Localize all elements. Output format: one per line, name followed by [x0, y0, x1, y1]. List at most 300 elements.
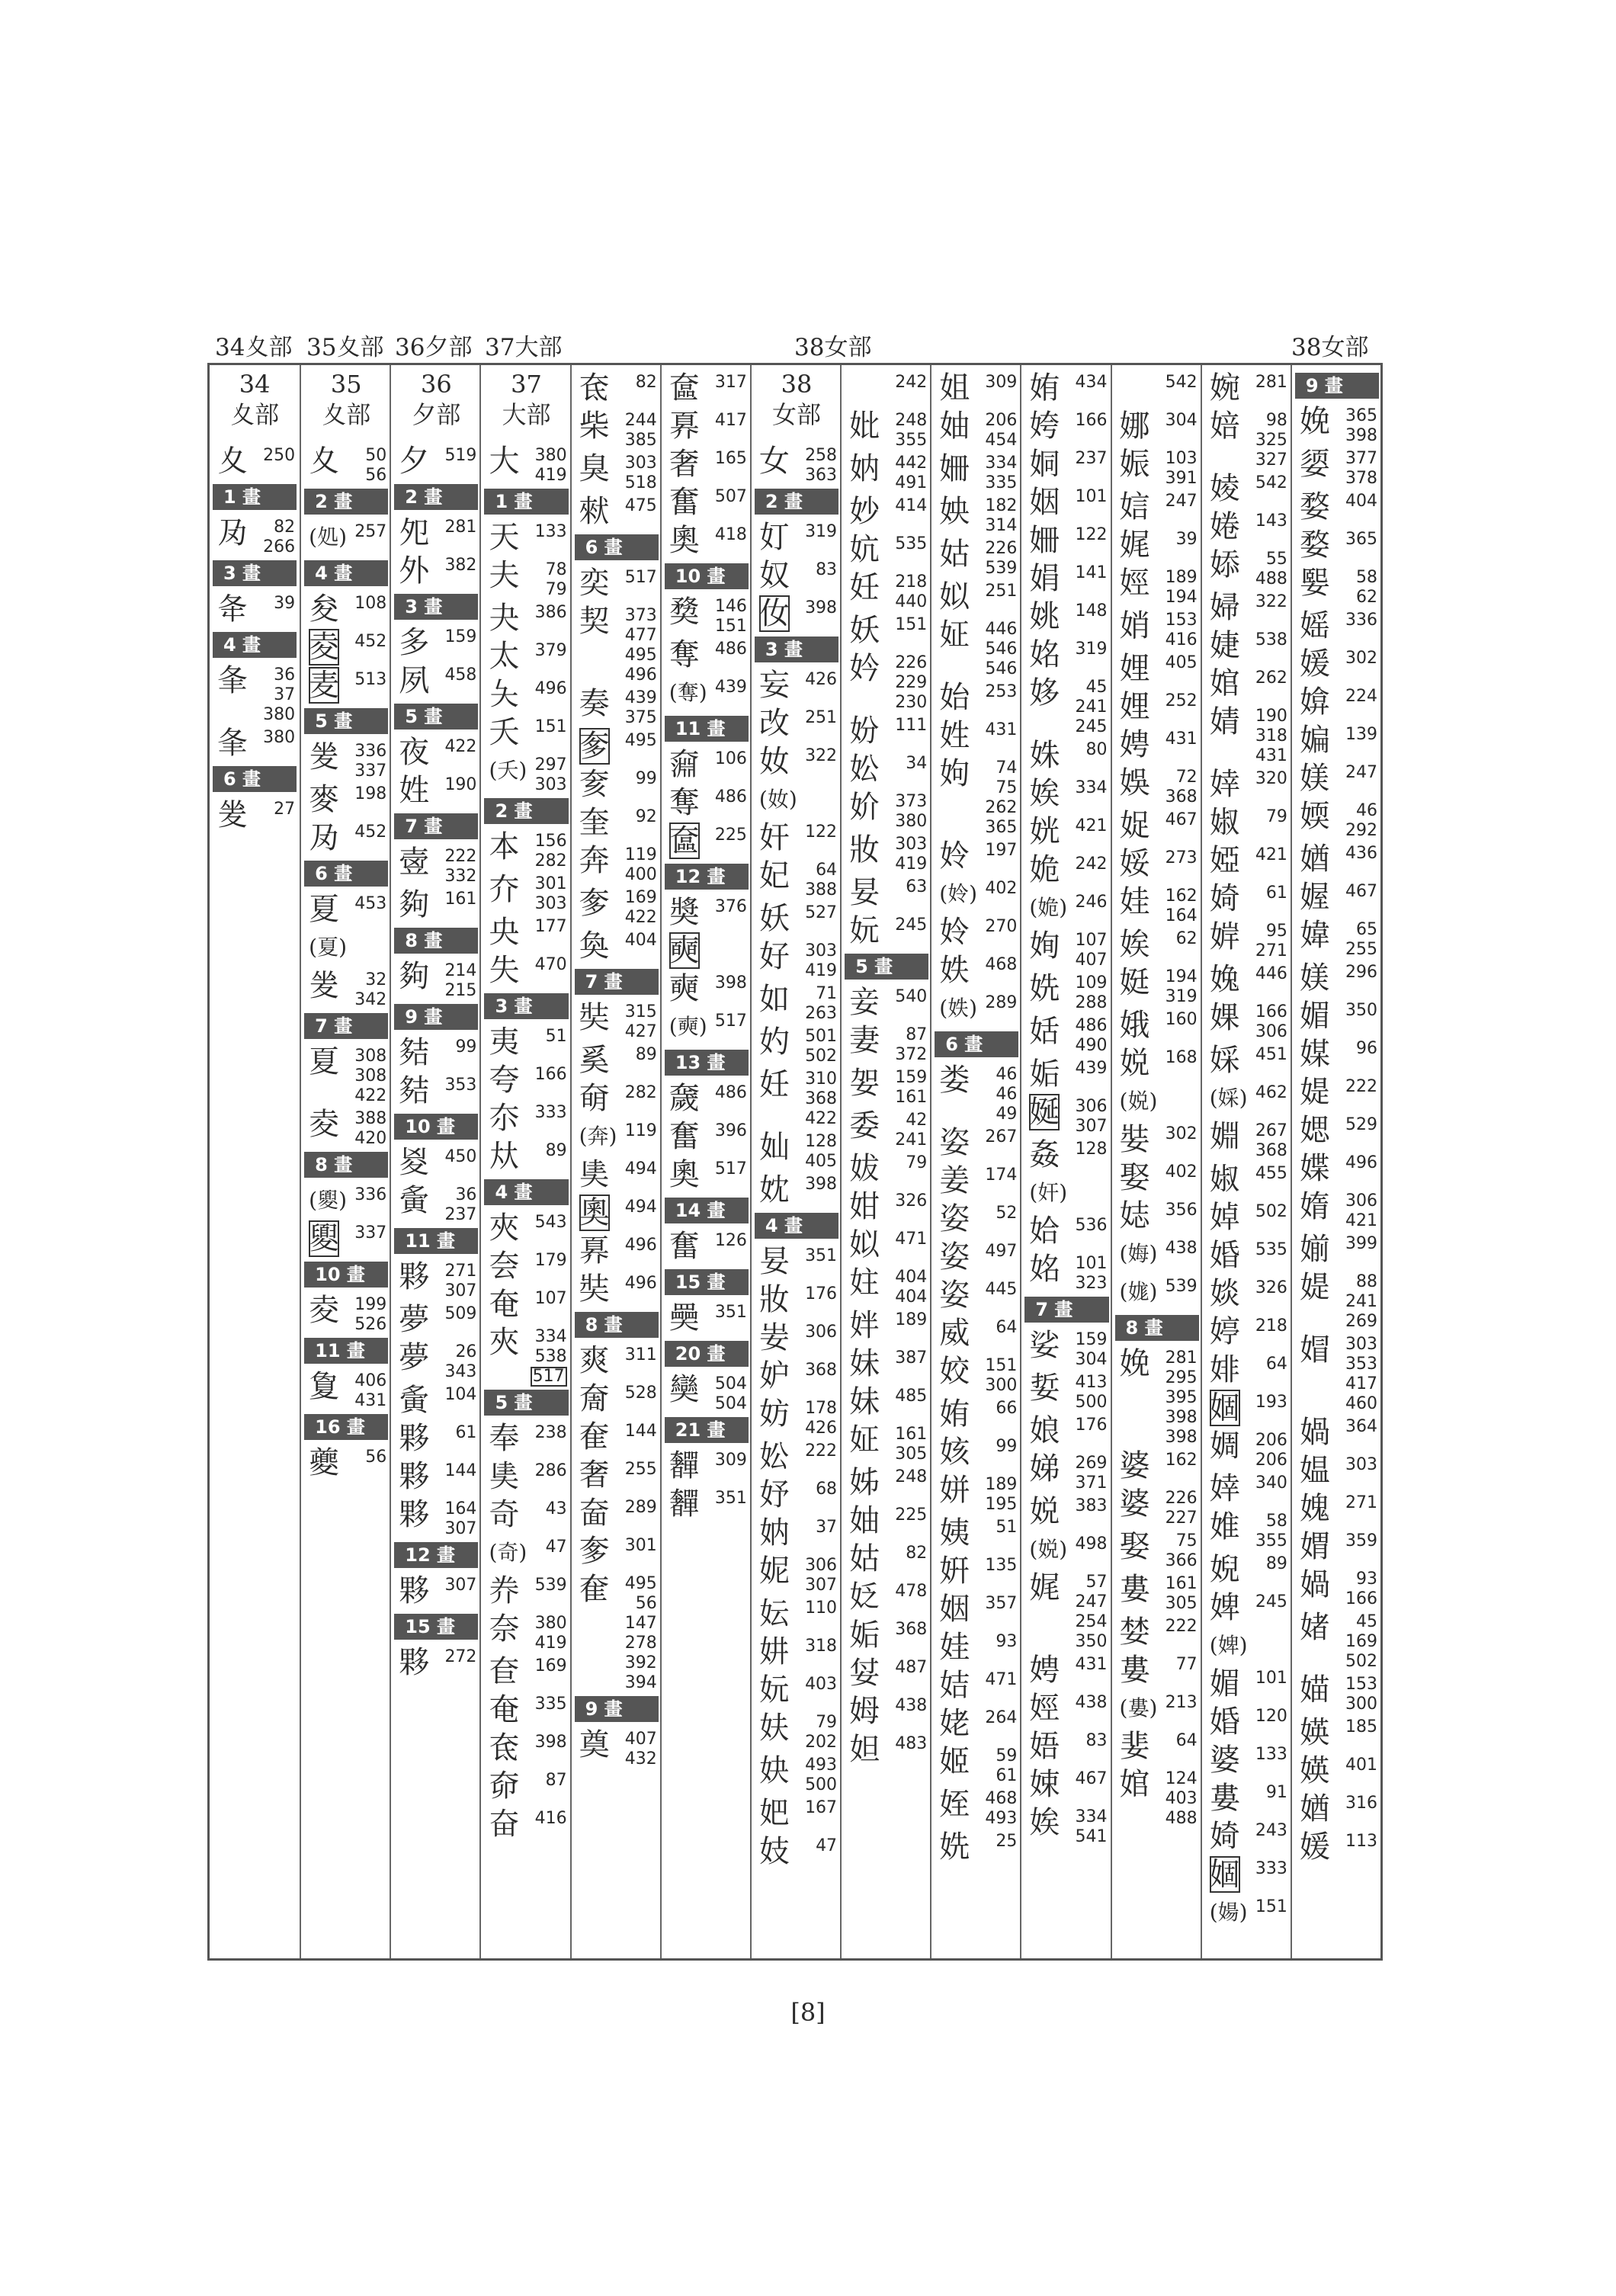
character-entry [669, 484, 747, 522]
character-entry [1210, 1118, 1287, 1161]
character-glyph: 婷 [1209, 1314, 1240, 1349]
page-reference: 189 [895, 1310, 928, 1329]
page-reference: 252 [1165, 691, 1198, 710]
page-reference: 237 [444, 1205, 477, 1224]
character-entry [1029, 970, 1107, 1013]
character-entry [759, 1833, 837, 1871]
page-reference: 222 [1345, 1077, 1377, 1096]
character-entry [759, 1710, 837, 1752]
character-entry [759, 1477, 837, 1515]
page-reference: 202 [805, 1733, 838, 1752]
page-reference: 439 [624, 688, 657, 707]
header-label: 36夕部 [395, 334, 473, 361]
page-reference: 325 [1255, 431, 1287, 450]
page-reference: 199 [354, 1295, 387, 1314]
character-entry [849, 1464, 927, 1502]
page-reference: 419 [534, 1634, 567, 1653]
character-entry [399, 1420, 476, 1458]
character-entry [1120, 527, 1198, 565]
character-entry [489, 1062, 566, 1100]
character-entry [759, 1172, 837, 1210]
character-glyph: 奓 [579, 1534, 610, 1569]
character-glyph: 婪 [1119, 1615, 1150, 1650]
character-entry [579, 1533, 657, 1571]
character-entry [579, 1495, 657, 1533]
character-entry [489, 1248, 566, 1286]
page-reference: 542 [1165, 373, 1198, 392]
character-glyph: 媤 [1299, 1113, 1330, 1148]
page-reference: 335 [534, 1695, 567, 1714]
character-glyph: 夾 [489, 1211, 520, 1246]
character-entry [399, 1182, 476, 1225]
page-reference: 355 [1255, 1531, 1287, 1550]
page-reference: 460 [1345, 1394, 1377, 1413]
character-entry [849, 1731, 927, 1769]
page-reference: 189 [985, 1475, 1018, 1494]
character-entry [1120, 1274, 1198, 1312]
character-entry [1029, 890, 1107, 928]
page-reference: 509 [444, 1304, 477, 1323]
page-reference: 422 [354, 1086, 387, 1105]
page-reference: 351 [714, 1303, 747, 1322]
stroke-count-bar: 2 畫 [484, 798, 568, 824]
page-reference: 517 [624, 568, 657, 587]
character-entry [939, 1667, 1017, 1705]
character-glyph: (婸) [1209, 1900, 1248, 1925]
page-reference: 302 [1345, 649, 1377, 668]
character-glyph: 夏 [309, 1044, 340, 1079]
character-glyph: 娎 [1029, 1371, 1060, 1406]
character-glyph: 夔 [309, 1445, 340, 1480]
stroke-count-bar: 11 畫 [665, 716, 749, 742]
stroke-count-bar: 10 畫 [394, 1114, 478, 1140]
stroke-count-bar: 9 畫 [394, 1004, 478, 1030]
radical-name: 女部 [771, 400, 821, 429]
page-reference: 368 [895, 1620, 928, 1639]
character-glyph: 奊 [489, 1459, 520, 1494]
character-entry [1120, 1045, 1198, 1083]
page-reference: 488 [1165, 1809, 1198, 1828]
character-glyph: 奚 [579, 1043, 610, 1078]
character-entry [849, 1502, 927, 1541]
character-glyph: 姛 [1029, 447, 1060, 482]
character-entry [1029, 1056, 1107, 1094]
character-entry [1029, 775, 1107, 813]
page-reference: 438 [1075, 1693, 1108, 1712]
character-glyph: 奅 [489, 1768, 520, 1804]
page-reference: 46 [996, 1085, 1018, 1104]
character-entry [309, 1106, 386, 1149]
character-glyph: 姦 [1029, 1137, 1060, 1172]
page-reference: 431 [985, 720, 1018, 739]
page-reference: 368 [1165, 787, 1198, 806]
character-entry [1300, 646, 1377, 684]
page-reference: 167 [805, 1798, 838, 1817]
page-reference: 501 [805, 1027, 838, 1046]
character-entry [579, 1342, 657, 1380]
stroke-count-bar: 3 畫 [755, 637, 838, 662]
character-glyph: 契 [579, 604, 610, 639]
character-entry [759, 819, 837, 858]
page-reference: 269 [1075, 1454, 1108, 1473]
character-glyph: 媱 [1299, 608, 1330, 643]
character-glyph: 婒 [1209, 1276, 1240, 1311]
page-reference: 378 [1345, 469, 1377, 488]
page-reference: 124 [1165, 1769, 1198, 1788]
character-glyph: 媦 [1299, 1529, 1330, 1564]
character-glyph: 姍 [939, 451, 970, 486]
character-entry [1029, 408, 1107, 446]
header-label: 34夊部 [215, 334, 293, 361]
page-reference: 380 [263, 705, 296, 724]
character-glyph: 夅 [217, 592, 248, 627]
header-label: 38女部 [794, 334, 872, 361]
character-entry [1210, 842, 1287, 880]
page-reference: 500 [1075, 1393, 1108, 1412]
character-glyph: 媥 [1299, 723, 1330, 758]
header-label: 37大部 [485, 334, 563, 361]
page-reference: 487 [895, 1658, 928, 1677]
page-reference: 529 [1345, 1115, 1377, 1134]
stroke-count-bar: 9 畫 [575, 1696, 659, 1722]
stroke-count-bar: 7 畫 [394, 813, 478, 839]
stroke-count-bar: 2 畫 [304, 489, 388, 515]
page-reference: 278 [624, 1634, 657, 1653]
page-reference: 297 [534, 755, 567, 774]
stroke-count-bar: 16 畫 [304, 1414, 388, 1440]
character-entry [489, 871, 566, 914]
page-reference: 266 [263, 537, 296, 556]
page-reference: 222 [1165, 1617, 1198, 1636]
page-reference: 250 [263, 446, 296, 465]
character-entry [1210, 370, 1287, 408]
character-glyph: 姿 [939, 1201, 970, 1236]
radical-number: 35 [330, 370, 362, 399]
index-column [1111, 365, 1202, 1958]
character-glyph: 夎 [309, 968, 340, 1003]
character-glyph: 妐 [758, 1439, 790, 1474]
page-reference: 334 [985, 454, 1018, 473]
character-entry [309, 667, 386, 705]
character-glyph: 娤 [1119, 1122, 1150, 1157]
page-reference: 194 [1165, 588, 1198, 607]
page-reference: 75 [996, 778, 1018, 797]
page-reference: 62 [1355, 588, 1377, 607]
character-entry [849, 451, 927, 493]
character-entry [1120, 370, 1198, 408]
character-glyph: 婚 [1209, 1704, 1240, 1740]
page-reference: 333 [534, 1103, 567, 1122]
character-entry [669, 675, 747, 713]
character-entry [579, 1457, 657, 1495]
character-glyph: 婈 [1209, 471, 1240, 506]
character-glyph: 娫 [1029, 1095, 1060, 1130]
character-entry [849, 1422, 927, 1464]
page-reference: 47 [545, 1538, 567, 1557]
character-glyph: (娒) [1119, 1241, 1158, 1266]
character-entry [939, 838, 1017, 876]
page-reference: 247 [1075, 1592, 1108, 1611]
character-glyph: 奭 [669, 933, 700, 968]
character-glyph: (婢) [1209, 1633, 1248, 1658]
character-glyph: 姓 [939, 718, 970, 753]
page-reference: 398 [534, 1733, 567, 1752]
page-reference: 359 [1345, 1531, 1377, 1550]
character-entry [309, 1220, 386, 1259]
page-reference: 71 [816, 984, 838, 1003]
page-reference: 301 [534, 874, 567, 893]
character-entry [1210, 1780, 1287, 1818]
character-glyph: 媞 [1299, 1075, 1330, 1110]
character-glyph: 妹 [849, 1384, 880, 1419]
character-glyph: 姿 [939, 1125, 970, 1160]
character-glyph: 姸 [939, 1554, 970, 1589]
page-reference: 242 [1075, 855, 1108, 874]
character-entry [759, 1752, 837, 1795]
character-entry [399, 1382, 476, 1420]
page-reference: 486 [714, 787, 747, 806]
page-reference: 405 [1165, 653, 1198, 672]
character-glyph: 妉 [758, 1172, 790, 1207]
character-entry [1300, 960, 1377, 998]
page-reference: 272 [444, 1647, 477, 1666]
page-reference: 264 [985, 1708, 1018, 1727]
character-glyph: 妻 [849, 1023, 880, 1058]
page-reference: 491 [895, 473, 928, 492]
character-entry [489, 638, 566, 676]
character-entry [1120, 883, 1198, 926]
character-glyph: 婞 [1209, 767, 1240, 802]
character-entry [1210, 665, 1287, 704]
character-glyph: 婁 [1119, 1653, 1150, 1688]
character-entry [489, 1611, 566, 1653]
character-entry [309, 629, 386, 667]
character-glyph: 娭 [1029, 776, 1060, 811]
stroke-count-bar: 6 畫 [575, 534, 659, 560]
page-reference: 546 [985, 659, 1018, 678]
character-entry [1210, 1042, 1287, 1080]
page-reference: 68 [816, 1480, 838, 1499]
page-reference: 404 [1345, 492, 1377, 511]
character-glyph: 奄 [489, 1692, 520, 1727]
character-entry [579, 1380, 657, 1419]
character-glyph: 奫 [669, 747, 700, 782]
character-entry [1210, 999, 1287, 1042]
character-glyph: 媛 [1299, 1829, 1330, 1865]
page-reference: 317 [714, 373, 747, 392]
page-reference: 151 [985, 1356, 1018, 1375]
page-reference: 527 [805, 903, 838, 922]
character-entry [1029, 737, 1107, 775]
page-reference: 350 [1345, 1001, 1377, 1020]
character-entry [759, 981, 837, 1024]
character-glyph: (婁) [1119, 1695, 1158, 1720]
character-entry [669, 823, 747, 861]
page-reference: 403 [805, 1675, 838, 1694]
page-reference: 87 [545, 1771, 567, 1790]
character-entry [309, 1182, 386, 1220]
character-entry [849, 569, 927, 612]
page-reference: 238 [534, 1423, 567, 1442]
character-glyph: 姓 [399, 773, 430, 808]
page-reference: 462 [1255, 1083, 1287, 1102]
character-entry [939, 579, 1017, 617]
page-reference: 169 [1345, 1632, 1377, 1651]
character-glyph: 妝 [849, 832, 880, 867]
page-reference: 494 [624, 1159, 657, 1178]
index-column [1291, 365, 1382, 1958]
page-reference: 128 [1075, 1140, 1108, 1159]
character-glyph: 娠 [1119, 447, 1150, 482]
character-glyph: 奮 [669, 485, 700, 520]
page-reference: 467 [1345, 882, 1377, 901]
page-reference: 251 [985, 582, 1018, 601]
character-glyph: 奉 [489, 1421, 520, 1456]
page-reference: 309 [985, 373, 1018, 392]
character-glyph: 娑 [1029, 1328, 1060, 1363]
page-reference: 431 [354, 1391, 387, 1410]
character-glyph: 姰 [1029, 928, 1060, 964]
page-reference: 333 [1255, 1859, 1287, 1878]
page-reference: 190 [1255, 707, 1287, 726]
page-reference: 496 [624, 1274, 657, 1293]
character-glyph: 妤 [758, 1477, 790, 1512]
character-glyph: 婌 [1209, 1162, 1240, 1197]
character-entry [1210, 508, 1287, 547]
page-reference: 315 [624, 1002, 657, 1021]
page-reference: 334 [1075, 778, 1108, 797]
character-glyph: 姅 [849, 1308, 880, 1343]
character-glyph: 姨 [939, 1515, 970, 1550]
character-glyph: 夌 [309, 1293, 340, 1328]
character-glyph: 夕 [399, 444, 430, 479]
page-reference: 37 [816, 1518, 838, 1537]
page-reference: 502 [1345, 1652, 1377, 1671]
character-glyph: 奃 [579, 370, 610, 406]
character-entry [579, 493, 657, 531]
character-entry [1210, 1551, 1287, 1589]
stroke-count-bar: 5 畫 [304, 708, 388, 734]
character-glyph: 婐 [1209, 1000, 1240, 1035]
page-reference: 303 [895, 835, 928, 854]
index-column [479, 365, 571, 1958]
character-glyph: 奏 [579, 686, 610, 721]
page-reference: 109 [1075, 973, 1108, 992]
character-entry [669, 1486, 747, 1524]
page-reference: 446 [1255, 964, 1287, 983]
page-reference: 193 [1255, 1393, 1287, 1412]
page-reference: 222 [444, 847, 477, 866]
character-entry [939, 1396, 1017, 1434]
character-glyph: 委 [849, 1108, 880, 1143]
page-reference: 99 [455, 1037, 477, 1057]
page-reference: 454 [985, 431, 1018, 450]
index-column [1201, 365, 1292, 1958]
character-glyph: 妛 [758, 1320, 790, 1355]
page-reference: 198 [354, 784, 387, 803]
page-reference: 82 [906, 1544, 928, 1563]
character-entry [759, 1515, 837, 1553]
page-reference: 375 [624, 708, 657, 727]
character-entry [489, 714, 566, 752]
character-entry [849, 1693, 927, 1731]
character-entry [1210, 1856, 1287, 1894]
character-entry [669, 970, 747, 1009]
character-glyph: 夙 [399, 663, 430, 698]
character-glyph: 多 [399, 625, 430, 660]
character-glyph: 奧 [669, 523, 700, 558]
character-entry [1120, 1345, 1198, 1448]
character-entry [1120, 1448, 1198, 1486]
character-glyph: 姁 [939, 756, 970, 791]
character-entry [849, 1345, 927, 1384]
page-reference: 496 [534, 679, 567, 698]
character-entry [759, 1129, 837, 1172]
page-reference: 467 [1075, 1769, 1108, 1788]
character-entry [1210, 919, 1287, 961]
page-reference: 446 [985, 620, 1018, 639]
character-glyph: 妖 [849, 613, 880, 648]
boxed-page-reference: 517 [531, 1367, 567, 1387]
page-reference: 438 [1165, 1239, 1198, 1258]
page-reference: 159 [444, 627, 477, 646]
page-reference: 342 [354, 990, 387, 1009]
page-reference: 46 [996, 1065, 1018, 1084]
character-glyph: 婆 [1209, 1743, 1240, 1778]
character-entry [1300, 527, 1377, 565]
page-reference: 500 [805, 1775, 838, 1794]
character-glyph: 妒 [758, 1358, 790, 1393]
character-glyph: 央 [489, 915, 520, 950]
character-entry [759, 1634, 837, 1672]
page-reference: 37 [274, 685, 296, 704]
character-glyph: 姣 [939, 1354, 970, 1389]
stroke-count-bar: 12 畫 [394, 1542, 478, 1568]
character-glyph: 婢 [1209, 1590, 1240, 1625]
character-glyph: (奔) [579, 1124, 617, 1149]
page-reference: 439 [714, 678, 747, 697]
character-entry [489, 1286, 566, 1324]
character-glyph: 姈 [939, 839, 970, 874]
character-entry [939, 1553, 1017, 1591]
character-entry [489, 557, 566, 600]
page-reference: 402 [985, 879, 1018, 898]
character-entry [399, 734, 476, 772]
page-reference: 368 [1255, 1141, 1287, 1160]
page-reference: 161 [895, 1088, 928, 1107]
page-reference: 391 [1165, 469, 1198, 488]
character-glyph: 夥 [399, 1459, 430, 1494]
character-glyph: 夽 [489, 1249, 520, 1284]
character-glyph: 媄 [1299, 960, 1330, 996]
character-glyph: 婓 [1119, 1729, 1150, 1764]
page-reference: 304 [1165, 411, 1198, 430]
character-glyph: 婥 [1209, 1200, 1240, 1235]
character-entry [217, 725, 295, 763]
character-glyph: 奡 [669, 409, 700, 444]
page-reference: 513 [354, 670, 387, 689]
page-reference: 153 [1345, 1675, 1377, 1694]
character-glyph: 娕 [1029, 1767, 1060, 1802]
character-entry [1120, 926, 1198, 964]
character-entry [1120, 1652, 1198, 1690]
character-glyph: 妠 [849, 451, 880, 486]
page-reference: 93 [996, 1632, 1018, 1651]
character-glyph: 夊 [309, 444, 340, 479]
character-entry [849, 1307, 927, 1345]
character-entry [1210, 1470, 1287, 1509]
character-glyph: 妾 [849, 985, 880, 1020]
